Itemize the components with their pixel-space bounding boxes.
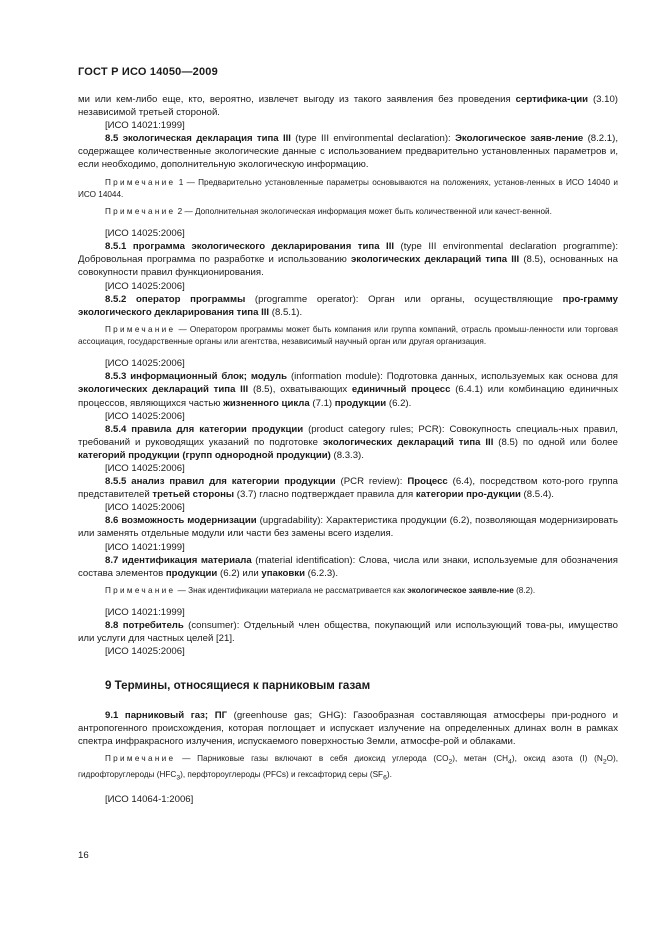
definition-8-5-1 [78, 240, 618, 279]
note-text: ). [386, 769, 392, 779]
text-run: (8.5), охватывающих [248, 384, 352, 396]
text-run: (PCR review): [335, 476, 408, 488]
text-run: (product category rules; PCR): Совокупность специаль-ных правил, требований и руководящих указаний по подготовке [78, 423, 618, 448]
source-reference: [ИСО 14021:1999] [105, 607, 185, 619]
term-title: информационный блок; модуль [130, 371, 287, 383]
note-text: 1 — Предварительно установленные параметры основываются на положениях, установ-ленных в ИСО 14040 и ИСО 14044. [78, 177, 618, 199]
term-reference: упаковки [261, 567, 305, 579]
term-reference: единичный процесс [351, 384, 451, 396]
note-label: Примечание [105, 585, 176, 595]
source-reference: [ИСО 14021:1999] [105, 541, 185, 553]
definition-8-8 [78, 619, 618, 645]
term-reference: продукции [334, 397, 387, 409]
note-label: Примечание [105, 324, 176, 334]
term-reference: экологическое заявле-ние [407, 585, 514, 595]
subscript: 2 [602, 758, 607, 766]
note-8-5-2 [78, 206, 618, 218]
term-reference: сертифика-ции [515, 94, 588, 105]
text-run: (information module): Подготовка данных, используемых как основа для [287, 371, 618, 383]
definition-8-5 [78, 132, 618, 171]
text-run: (8.2.1), содержащее количественные экологические данные с использованием предварительно установленных параметров и, если необходимо, дополнительную экологическую информацию. [78, 133, 618, 171]
text-run: (7.1) [309, 397, 335, 409]
text-run: (type III environmental declaration): [290, 133, 456, 145]
term-reference: Процесс [407, 476, 448, 488]
term-reference: экологических деклараций типа III [322, 436, 494, 448]
term-number: 9.1 [105, 709, 125, 721]
source-reference: [ИСО 14025:2006] [105, 358, 185, 370]
subscript: 4 [508, 758, 512, 766]
note-text: — Знак идентификации материала не рассматривается как [175, 585, 408, 595]
term-reference: категорий продукции (групп однородной продукции) [78, 449, 331, 461]
definition-9-1 [78, 709, 618, 748]
source-reference: [ИСО 14025:2006] [105, 462, 185, 474]
note-text: (8.2). [513, 585, 536, 595]
source-reference: [ИСО 14025:2006] [105, 646, 185, 658]
term-title: правила для категории продукции [131, 423, 304, 435]
term-title: парниковый газ; ПГ [124, 709, 228, 721]
term-reference: экологических деклараций типа III [78, 384, 249, 396]
term-reference: продукции [165, 567, 218, 579]
note-text: ), метан (CH [452, 753, 509, 763]
note-9-1 [78, 753, 618, 785]
term-title: возможность модернизации [121, 515, 257, 527]
note-label: Примечание [105, 753, 176, 763]
note-text: 2 — Дополнительная экологическая информация может быть количественной или качест-венной. [175, 206, 552, 216]
document-header: ГОСТ Р ИСО 14050—2009 [78, 66, 218, 78]
text-run: (8.5), основанных на совокупности правил функционирования. [78, 254, 618, 279]
subscript: 6 [383, 774, 387, 782]
text-run: (material identification): Слова, числа или знаки, используемые для обозначения состава элементов [78, 554, 618, 579]
text-run: (6.2) или [217, 567, 262, 579]
source-reference: [ИСО 14025:2006] [105, 410, 185, 422]
text-run: (8.5.1). [269, 306, 303, 318]
definition-8-5-4 [78, 423, 618, 462]
subscript: 3 [176, 774, 181, 782]
term-number: 8.5.1 [105, 241, 133, 253]
source-reference: [ИСО 14025:2006] [105, 228, 185, 240]
term-number: 8.5.5 [105, 476, 132, 488]
term-number: 8.5.3 [105, 371, 131, 383]
text-run: (6.2). [386, 397, 412, 409]
source-reference: [ИСО 14025:2006] [105, 502, 185, 514]
text-run: (programme operator): Орган или органы, осуществляющие [245, 293, 563, 305]
text-run: (upgradability): Характеристика продукции (6.2), позволяющая модернизировать или заменять отдельные модули или части без замены всего изделия. [78, 515, 618, 540]
definition-8-6 [78, 514, 618, 540]
text-run: (6.4.1) или комбинацию единичных процессов, являющихся частью [78, 384, 618, 409]
note-text: — Оператором программы может быть компания или группа компаний, отрасль промыш-ленности или торговая ассоциация, государственные органы или агентства, независимый научный орган или другая организация. [78, 324, 618, 347]
text-run: (3.7) гласно подтверждает правила для [234, 489, 416, 501]
term-reference: экологических деклараций типа III [351, 254, 520, 266]
source-reference: [ИСО 14064-1:2006] [105, 794, 194, 806]
term-title: идентификация материала [121, 554, 252, 566]
definition-8-5-5 [78, 475, 618, 501]
term-reference: жизненного цикла [223, 397, 310, 409]
note-text: O), гидрофторуглероды (HFC [78, 753, 618, 779]
text-run: (8.5.4). [520, 489, 554, 501]
page-number: 16 [78, 850, 89, 861]
note-text: ), перфтороуглероды (PFCs) и гексафторид серы (SF [180, 769, 384, 779]
text-run: (3.10) независимой третьей стороной. [78, 94, 619, 119]
term-title: потребитель [122, 620, 184, 632]
text-run: (consumer): Отдельный член общества, покупающий или использующий това-ры, имущество или услуги для частных целей [21]. [78, 620, 618, 645]
definition-8-5-2 [78, 293, 618, 319]
term-number: 8.8 [105, 620, 123, 632]
note-text: ), оксид азота (I) (N [511, 753, 603, 763]
text-run: ми или кем-либо еще, кто, вероятно, извлечет выгоду из такого заявления без проведения [78, 94, 516, 105]
source-reference: [ИСО 14025:2006] [105, 280, 185, 292]
text-run: (8.5) по одной или более [493, 436, 618, 448]
text-run: (6.4), посредством кото-рого группа представителей [78, 476, 618, 501]
source-reference: [ИСО 14021:1999] [105, 120, 185, 132]
term-number: 8.5 [105, 133, 123, 145]
definition-8-5-3 [78, 370, 618, 409]
section-heading-9: 9 Термины, относящиеся к парниковым газам [105, 679, 371, 693]
text-run: (8.3.3). [330, 449, 364, 461]
term-title: оператор программы [136, 293, 246, 305]
term-title: программа экологического декларирования типа III [132, 241, 395, 253]
term-title: экологическая декларация типа III [122, 133, 291, 145]
term-number: 8.5.4 [105, 423, 132, 435]
note-label: Примечание [105, 177, 176, 187]
note-8-5-2 [78, 324, 618, 348]
note-label: Примечание [105, 206, 176, 216]
definition-8-7 [78, 554, 618, 580]
term-reference: категории про-дукции [415, 489, 521, 501]
text-run: (greenhouse gas; GHG): Газообразная составляющая атмосферы при-родного и антропогенного происхождения, которая поглощает и испускает излучение на определенных длинах волн в рамках спектра инфракрасного излучения, испускаемого поверхностью Земли, атмосфе-рой и облаками. [78, 709, 618, 747]
term-reference: третьей стороны [152, 489, 235, 501]
term-number: 8.6 [105, 515, 122, 527]
note-text: — Парниковые газы включают в себя диоксид углерода (CO [175, 753, 449, 763]
term-number: 8.5.2 [105, 293, 137, 305]
text-run: (type III environmental declaration programme): Добровольная программа по разработке и использованию [78, 241, 618, 266]
continued-paragraph [78, 93, 618, 119]
document-body [78, 93, 618, 807]
note-8-7 [78, 585, 618, 597]
subscript: 2 [448, 758, 453, 766]
term-reference: про-грамму экологического декларирования типа III [78, 293, 618, 318]
term-number: 8.7 [105, 554, 122, 566]
term-reference: Экологическое заяв-ление [455, 133, 584, 145]
term-title: анализ правил для категории продукции [131, 476, 336, 488]
note-8-5-1 [78, 177, 618, 201]
text-run: (6.2.3). [304, 567, 339, 579]
